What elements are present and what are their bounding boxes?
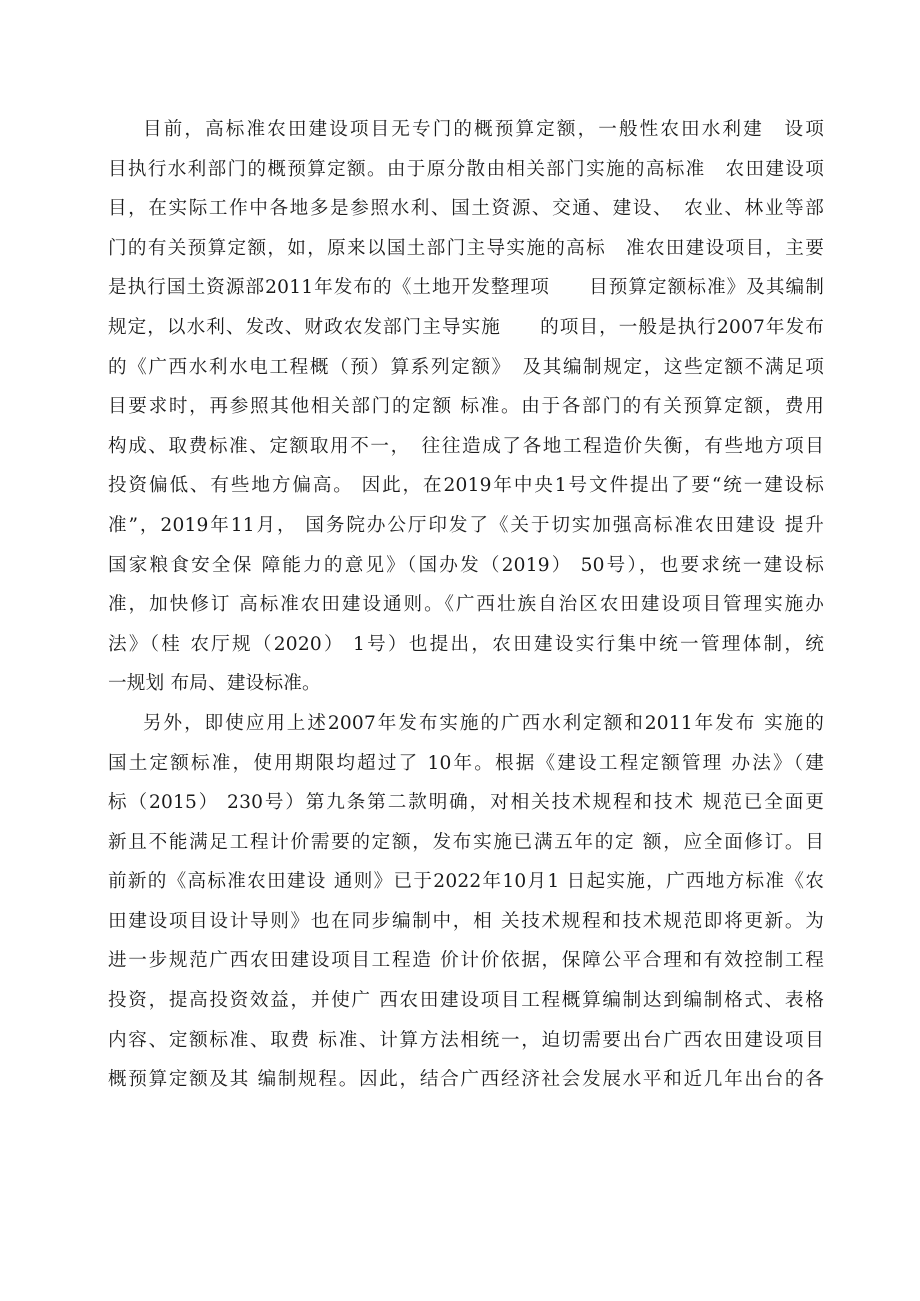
- text-line: 新且不能满足工程计价需要的定额，发布实施已满五年的定 额，应全面修订。目: [108, 831, 824, 853]
- text-line: 前新的《高标准农田建设 通则》已于2022年10月1 日起实施，广西地方标准《农: [108, 871, 824, 893]
- text-line: 国土定额标准，使用期限均超过了 10年。根据《建设工程定额管理 办法》（建: [108, 752, 824, 774]
- text-line: 国家粮食安全保 障能力的意见》（国办发（2019） 50号），也要求统一建设标: [108, 554, 824, 576]
- text-line: 田建设项目设计导则》也在同步编制中，相 关技术规程和技术规范即将更新。为: [108, 910, 824, 932]
- text-line: 进一步规范广西农田建设项目工程造 价计价依据，保障公平合理和有效控制工程: [108, 950, 824, 972]
- paragraph-2: [108, 704, 824, 1100]
- text-line: 目执行水利部门的概预算定额。由于原分散由相关部门实施的高标准 农田建设项: [108, 158, 824, 180]
- text-line: 概预算定额及其 编制规程。因此，结合广西经济社会发展水平和近几年出台的各: [108, 1069, 824, 1091]
- text-line: 一规划 布局、建设标准。: [108, 673, 321, 695]
- text-line: 规定，以水利、发改、财政农发部门主导实施 的项目，一般是执行2007年发布: [108, 316, 824, 338]
- text-line: 构成、取费标准、定额取用不一， 往往造成了各地工程造价失衡，有些地方项目: [108, 435, 824, 457]
- body-text: [108, 110, 824, 1100]
- text-line: 投资，提高投资效益，并使广 西农田建设项目工程概算编制达到编制格式、表格: [108, 990, 824, 1012]
- text-line: 另外，即使应用上述2007年发布实施的广西水利定额和2011年发布 实施的: [143, 712, 824, 734]
- text-line: 目，在实际工作中各地多是参照水利、国土资源、交通、建设、 农业、林业等部: [108, 198, 824, 220]
- text-line: 门的有关预算定额，如，原来以国土部门主导实施的高标 准农田建设项目，主要: [108, 237, 824, 259]
- text-line: 是执行国土资源部2011年发布的《土地开发整理项 目预算定额标准》及其编制: [108, 277, 824, 299]
- text-line: 内容、定额标准、取费 标准、计算方法相统一，迫切需要出台广西农田建设项目: [108, 1029, 824, 1051]
- text-line: 准，加快修订 高标准农田建设通则。《广西壮族自治区农田建设项目管理实施办: [108, 594, 824, 616]
- text-line: 目要求时，再参照其他相关部门的定额 标准。由于各部门的有关预算定额，费用: [108, 396, 824, 418]
- text-line: 法》（桂 农厅规（2020） 1号）也提出，农田建设实行集中统一管理体制，统: [108, 633, 824, 655]
- text-line: 准”，2019年11月， 国务院办公厅印发了《关于切实加强高标准农田建设 提升: [108, 514, 824, 536]
- text-line: 标（2015） 230号）第九条第二款明确，对相关技术规程和技术 规范已全面更: [108, 792, 824, 814]
- text-line: 投资偏低、有些地方偏高。 因此，在2019年中央1号文件提出了要“统一建设标: [108, 475, 824, 497]
- text-line: 目前，高标准农田建设项目无专门的概预算定额，一般性农田水利建 设项: [143, 119, 824, 140]
- paragraph-1: [108, 110, 824, 704]
- text-line: 的《广西水利水电工程概（预）算系列定额》 及其编制规定，这些定额不满足项: [108, 356, 824, 378]
